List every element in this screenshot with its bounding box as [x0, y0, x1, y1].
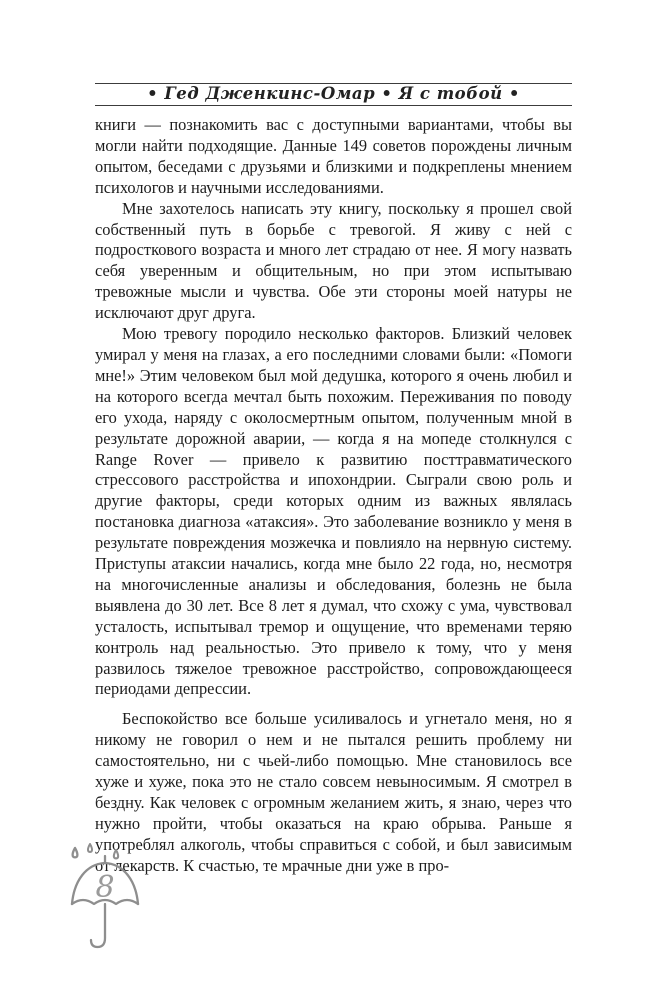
umbrella-handle [91, 904, 105, 947]
raindrop-icon [114, 850, 118, 858]
raindrop-icon [88, 844, 92, 852]
page-number: 8 [95, 870, 115, 905]
body-text [95, 115, 572, 877]
umbrella-page-number-icon [62, 843, 148, 953]
page-footer [62, 843, 152, 955]
paragraph: книги — познакомить вас с доступными вариантами, чтобы вы могли найти подходящие. Данные 149 советов порождены личным опытом, беседами с друзьями и близкими и подкреплены мнением психологов и научными исследованиями. [95, 115, 572, 197]
raindrop-icon [73, 848, 78, 857]
running-head [95, 83, 572, 106]
paragraph: Мою тревогу породило несколько факторов. Близкий человек умирал у меня на глазах, а его последними словами были: «Помоги мне!» Этим человеком был мой дедушка, которого я очень любил и на которого всегда мечтал быть похожим. Переживания по поводу его ухода, наряду с околосмертным опытом, полученным мной в результате дорожной аварии, — когда я на мопеде столкнулся с Range Rover — привело к развитию посттравматического стрессового расстройства и ипохондрии. Сыграли свою роль и другие факторы, среди которых одним из важных являлась постановка диагноза «атаксия». Это заболевание возникло у меня в результате повреждения мозжечка и повлияло на нервную систему. Приступы атаксии начались, когда мне было 22 года, но, несмотря на многочисленные анализы и обследования, болезнь не была выявлена до 30 лет. Все 8 лет я думал, что схожу с ума, чувствовал усталость, испытывал тремор и ощущение, что временами теряю контроль над реальностью. Это привело к тому, что у меня развилось тяжелое тревожное расстройство, сопровождающееся периодами депрессии. [95, 324, 572, 699]
paragraph: Мне захотелось написать эту книгу, поскольку я прошел свой собственный путь в борьбе с тревогой. Я живу с ней с подросткового возраста и много лет страдаю от нее. Я могу назвать себя уверенным и общительным, но при этом испытываю тревожные мысли и чувства. Обе эти стороны моей натуры не исключают друг друга. [95, 198, 572, 323]
paragraph: Беспокойство все больше усиливалось и угнетало меня, но я никому не говорил о нем и не пытался решить проблему ни самостоятельно, ни с чьей-либо помощью. Мне становилось все хуже и хуже, пока это не стало совсем невыносимым. Я смотрел в бездну. Как человек с огромным желанием жить, я знаю, через что нужно пройти, чтобы оказаться на краю обрыва. Раньше я употреблял алкоголь, чтобы справиться с собой, и был зависимым от лекарств. К счастью, те мрачные дни уже в про- [95, 709, 572, 875]
page-header-title: • Гед Дженкинс-Омар • Я с тобой • [147, 84, 520, 103]
